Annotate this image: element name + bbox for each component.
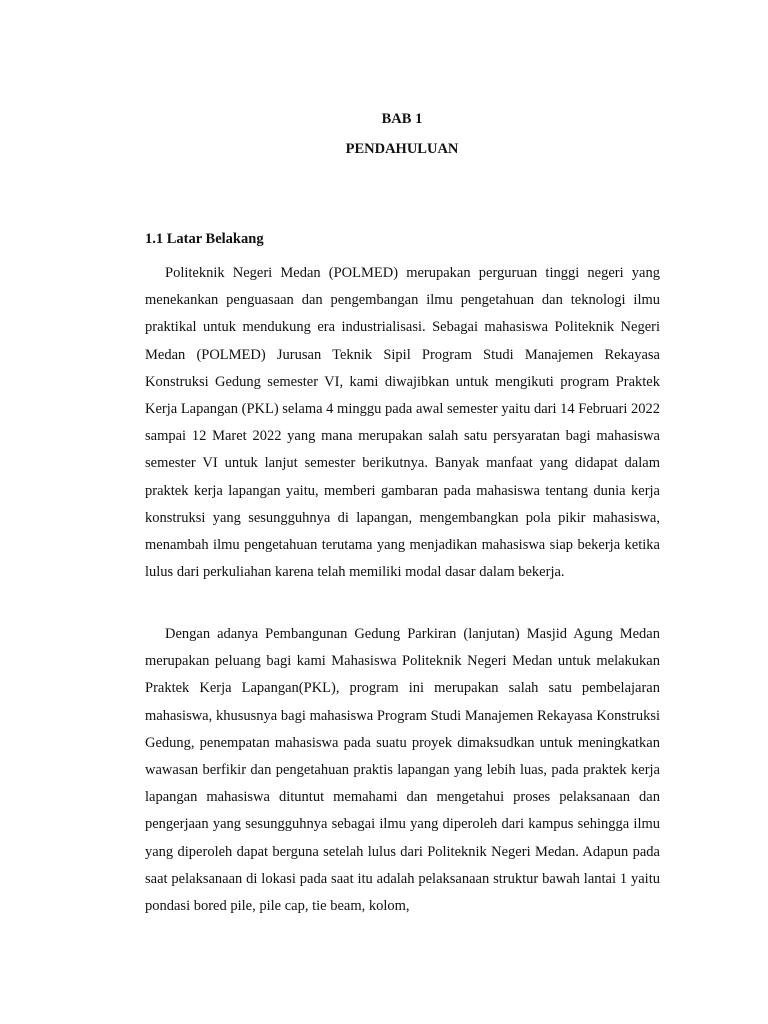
chapter-number: BAB 1 bbox=[381, 111, 423, 127]
section-heading: 1.1 Latar Belakang bbox=[145, 231, 264, 247]
chapter-title: PENDAHULUAN bbox=[345, 141, 459, 157]
paragraph: Politeknik Negeri Medan (POLMED) merupakan perguruan tinggi negeri yang menekankan penguasaan dan pengembangan ilmu pengetahuan dan teknologi ilmu praktikal untuk mendukung era industrialisasi. Sebagai mahasiswa Politeknik Negeri Medan (POLMED) Jurusan Teknik Sipil Program Studi Manajemen Rekayasa Konstruksi Gedung semester VI, kami diwajibkan untuk mengikuti program Praktek Kerja Lapangan (PKL) selama 4 minggu pada awal semester yaitu dari 14 Februari 2022 sampai 12 Maret 2022 yang mana merupakan salah satu persyaratan bagi mahasiswa semester VI untuk lanjut semester berikutnya. Banyak manfaat yang didapat dalam praktek kerja lapangan yaitu, memberi gambaran pada mahasiswa tentang dunia kerja konstruksi yang sesungguhnya di lapangan, mengembangkan pola pikir mahasiswa, menambah ilmu pengetahuan terutama yang menjadikan mahasiswa siap bekerja ketika lulus dari perkuliahan karena telah memiliki modal dasar dalam bekerja. bbox=[145, 265, 660, 581]
paragraph: Dengan adanya Pembangunan Gedung Parkiran (lanjutan) Masjid Agung Medan merupakan peluang bagi kami Mahasiswa Politeknik Negeri Medan untuk melakukan Praktek Kerja Lapangan(PKL), program ini merupakan salah satu pembelajaran mahasiswa, khususnya bagi mahasiswa Program Studi Manajemen Rekayasa Konstruksi Gedung, penempatan mahasiswa pada suatu proyek dimaksudkan untuk meningkatkan wawasan berfikir dan pengetahuan praktis lapangan yang lebih luas, pada praktek kerja lapangan mahasiswa dituntut memahami dan mengetahui proses pelaksanaan dan pengerjaan yang sesungguhnya sebagai ilmu yang diperoleh dari kampus sehingga ilmu yang diperoleh dapat berguna setelah lulus dari Politeknik Negeri Medan. Adapun pada saat pelaksanaan di lokasi pada saat itu adalah pelaksanaan struktur bawah lantai 1 yaitu pondasi bored pile, pile cap, tie beam, kolom, bbox=[145, 626, 660, 915]
